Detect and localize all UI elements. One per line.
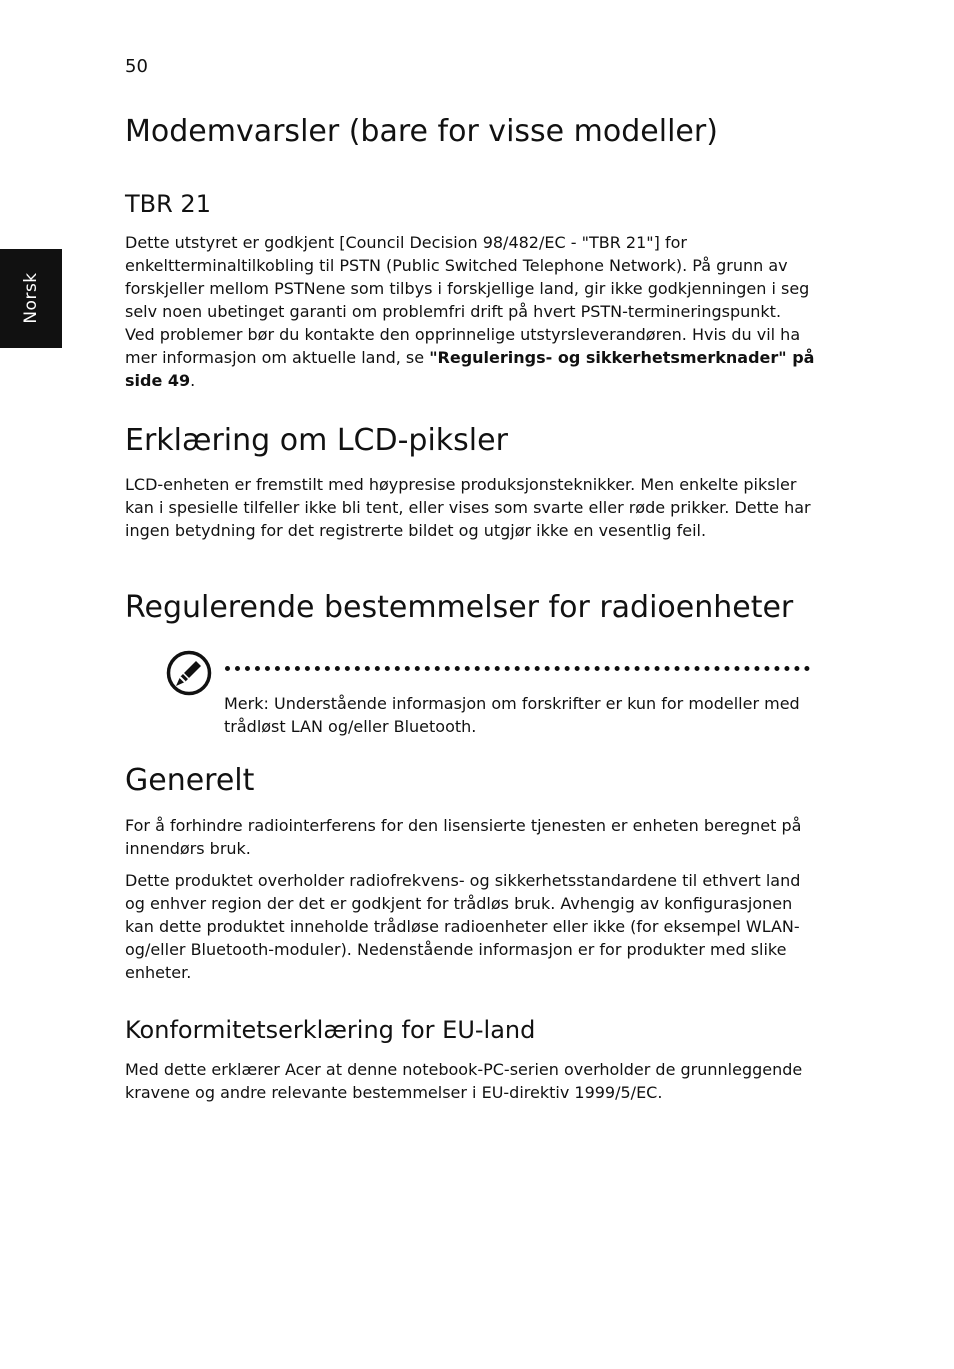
paragraph-eu: Med dette erklærer Acer at denne notebook-PC-serien overholder de grunnleggende kravene og andre relevante bestemmelser i EU-direktiv 1999/5/EC. [125, 1060, 803, 1102]
note-body: Understående informasjon om forskrifter er kun for modeller med trådløst LAN og/eller Bluetooth. [224, 694, 800, 736]
language-label: Norsk [21, 272, 41, 324]
subsection-title-tbr21: TBR 21 [125, 190, 211, 218]
paragraph-general-2: Dette produktet overholder radiofrekvens- og sikkerhetsstandardene til ethvert land og enhver region der det er godkjent for trådløs bruk. Avhengig av konfigurasjonen kan dette produktet inneholde trådløse radioenheter eller ikke (for eksempel WLAN- og/eller Bluetooth-moduler). Nedenstående informasjon er for produkter med slike enheter. [125, 871, 801, 982]
paragraph-lcd: LCD-enheten er fremstilt med høypresise produksjonsteknikker. Men enkelte piksler kan i spesielle tilfeller ikke bli tent, eller vises som svarte eller røde prikker. Dette har ingen betydning for det registrerte bildet og utgjør ikke en vesentlig feil. [125, 475, 811, 540]
note-pencil-icon [166, 650, 212, 696]
paragraph-general-1: For å forhindre radiointerferens for den lisensierte tjenesten er enheten beregnet på innendørs bruk. [125, 816, 802, 858]
section-title-radio: Regulerende bestemmelser for radioenheter [125, 590, 794, 625]
page-number: 50 [125, 56, 148, 77]
tbr21-text-end: . [190, 371, 196, 390]
section-title-general: Generelt [125, 763, 255, 798]
paragraph-tbr21 [125, 231, 815, 392]
note-text [224, 692, 814, 738]
note-divider [225, 666, 810, 671]
language-side-tab [0, 249, 62, 348]
note-label: Merk: [224, 694, 269, 713]
tbr21-text: Dette utstyret er godkjent [Council Decision 98/482/EC - "TBR 21"] for enkeltterminaltilkobling til PSTN (Public Switched Telephone Network). På grunn av forskjeller mellom PSTNene som tilbys i forskjellige land, gir ikke godkjenningen i seg selv noen ubetinget garanti om problemfri drift på hvert PSTN-termineringspunkt. Ved problemer bør du kontakte den opprinnelige utstyrsleverandøren. Hvis du vil ha mer informasjon om aktuelle land, se [125, 233, 810, 367]
section-title-lcd: Erklæring om LCD-piksler [125, 423, 508, 458]
subsection-title-eu: Konformitetserklæring for EU-land [125, 1016, 536, 1044]
section-title-modem: Modemvarsler (bare for visse modeller) [125, 114, 718, 149]
cross-reference-link[interactable]: "Regulerings- og sikkerhetsmerknader" på side 49 [125, 348, 815, 390]
